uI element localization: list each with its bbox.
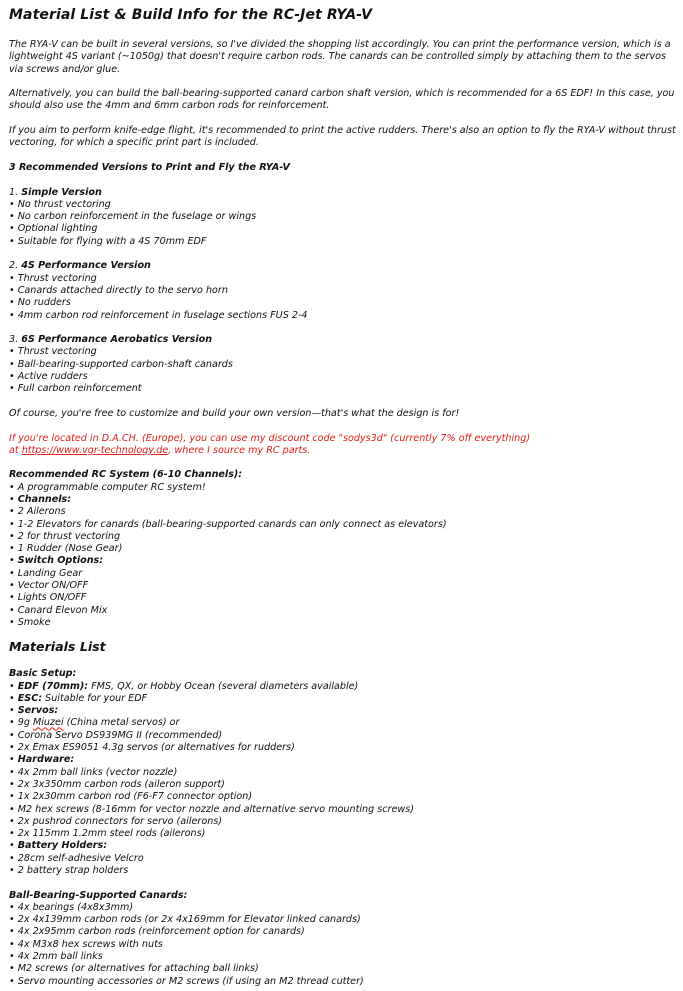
vgr-technology-link[interactable]: https://www.vgr-technology.de — [21, 444, 169, 456]
list-item-text: Servo mounting accessories or M2 screws (if using an M2 thread cutter) — [17, 975, 364, 987]
version-block-2 — [9, 260, 677, 321]
canards-heading: Ball-Bearing-Supported Canards: — [9, 889, 188, 901]
bullet-icon: • — [9, 580, 15, 592]
list-item — [9, 840, 677, 852]
bullet-icon: • — [9, 346, 15, 358]
bullet-icon: • — [9, 383, 15, 395]
bullet-icon: • — [9, 840, 15, 852]
basic-setup-section — [9, 668, 677, 877]
list-item-text: 4x 2mm ball links (vector nozzle) — [17, 766, 178, 778]
bullet-icon: • — [9, 297, 15, 309]
list-item-text: 2x Emax ES9051 4.3g servos (or alternatives for rudders) — [17, 742, 295, 754]
intro-paragraph-2: Alternatively, you can build the ball-bearing-supported canard carbon shaft version, which is recommended for a 6S EDF! In this case, you should also use the 4mm and 6mm carbon rods for reinforcement. — [9, 88, 675, 112]
list-item: • Canards attached directly to the servo horn — [9, 284, 228, 296]
list-item-text: 2x 115mm 1.2mm steel rods (ailerons) — [17, 828, 206, 840]
bullet-icon: • — [9, 592, 15, 604]
bullet-icon: • — [9, 493, 15, 505]
list-item — [9, 865, 677, 877]
list-item-text: FMS, QX, or Hobby Ocean (several diameters available) — [88, 680, 359, 692]
list-item: • Thrust vectoring — [9, 272, 97, 284]
list-item-text: 2x 4x139mm carbon rods (or 2x 4x169mm for Elevator linked canards) — [17, 914, 361, 926]
custom-note: Of course, you're free to customize and build your own version—that's what the design is for! — [9, 407, 460, 419]
bullet-icon: • — [9, 951, 15, 963]
list-item — [9, 791, 677, 803]
bullet-icon: • — [9, 865, 15, 876]
bullet-icon: • — [9, 506, 15, 518]
document-body — [9, 6, 677, 988]
list-item-text: 1 Rudder (Nose Gear) — [17, 543, 123, 555]
list-item — [9, 779, 677, 791]
list-item — [9, 804, 677, 816]
list-item — [9, 816, 677, 828]
list-item: • Suitable for flying with a 4S 70mm EDF — [9, 235, 207, 247]
list-item — [9, 742, 677, 754]
version-number: 3. — [9, 334, 19, 346]
version-number: 2. — [9, 260, 19, 272]
materials-heading: Materials List — [9, 639, 106, 655]
version-title — [9, 260, 677, 272]
list-item-text: 1-2 Elevators for canards (ball-bearing-supported canards can only connect as elevators) — [17, 518, 447, 530]
list-item-text: Switch Options: — [17, 555, 104, 567]
list-item — [9, 592, 677, 604]
list-item: • Thrust vectoring — [9, 346, 97, 358]
bullet-icon: • — [9, 518, 15, 530]
list-item — [9, 951, 677, 963]
list-item: • Optional lighting — [9, 223, 98, 235]
bullet-icon: • — [9, 272, 15, 284]
bullet-icon: • — [9, 358, 15, 370]
bullet-icon: • — [9, 211, 15, 223]
discount-line: If you're located in D.A.CH. (Europe), you can use my discount code "sodys3d" (currently 7% off everything) — [9, 432, 531, 444]
list-item-text: 4x bearings (4x8x3mm) — [17, 901, 134, 913]
version-block-1 — [9, 187, 677, 248]
list-item-text: Lights ON/OFF — [17, 592, 87, 604]
list-item-text: Smoke — [17, 616, 51, 628]
bullet-icon: • — [9, 926, 15, 938]
canards-section — [9, 890, 677, 988]
list-item-text: Canard Elevon Mix — [17, 604, 108, 616]
list-item-text: Corona Servo DS939MG II (recommended) — [17, 729, 223, 741]
list-item-text: Landing Gear — [17, 567, 83, 579]
basic-setup-list — [9, 681, 677, 878]
list-item — [9, 717, 677, 729]
list-item-text: 1x 2x30mm carbon rod (F6-F7 connector option) — [17, 791, 253, 803]
list-item-text: M2 screws (or alternatives for attaching ball links) — [17, 963, 259, 975]
bullet-icon: • — [9, 235, 15, 247]
bullet-icon: • — [9, 309, 15, 321]
version-name: 6S Performance Aerobatics Version — [21, 334, 213, 346]
list-item — [9, 531, 677, 543]
list-item — [9, 914, 677, 926]
list-item-text: (China metal servos) or — [63, 717, 180, 729]
bullet-icon: • — [9, 803, 15, 815]
list-item: • Active rudders — [9, 371, 88, 383]
basic-setup-heading: Basic Setup: — [9, 668, 77, 680]
list-item: • No thrust vectoring — [9, 198, 111, 210]
list-item: • No carbon reinforcement in the fuselage or wings — [9, 211, 257, 223]
list-item — [9, 754, 677, 766]
list-item — [9, 617, 677, 629]
item-label: ESC: — [17, 692, 43, 704]
list-item: • No rudders — [9, 297, 71, 309]
bullet-icon: • — [9, 938, 15, 950]
list-item-text: 28cm self-adhesive Velcro — [17, 852, 144, 864]
list-item-text: 2x pushrod connectors for servo (ailerons) — [17, 815, 223, 827]
list-item-text: 2 Ailerons — [17, 506, 66, 518]
bullet-icon: • — [9, 778, 15, 790]
version-title — [9, 187, 677, 199]
version-number: 1. — [9, 186, 19, 198]
bullet-icon: • — [9, 680, 15, 692]
list-item — [9, 580, 677, 592]
misspelled-word: Miuzei — [32, 717, 64, 729]
list-item — [9, 543, 677, 555]
version-name: 4S Performance Version — [21, 260, 151, 272]
list-item — [9, 939, 677, 951]
list-item — [9, 482, 677, 494]
list-item — [9, 693, 677, 705]
list-item — [9, 853, 677, 865]
version-name: Simple Version — [21, 186, 102, 198]
list-item — [9, 767, 677, 779]
list-item — [9, 976, 677, 988]
page-title: Material List & Build Info for the RC-Jet RYA-V — [9, 7, 373, 23]
list-item — [9, 555, 677, 567]
list-item-text: Vector ON/OFF — [17, 580, 89, 592]
list-item — [9, 519, 677, 531]
bullet-icon: • — [9, 604, 15, 616]
bullet-icon: • — [9, 815, 15, 827]
bullet-icon: • — [9, 284, 15, 296]
bullet-icon: • — [9, 975, 15, 987]
bullet-icon: • — [9, 567, 15, 579]
list-item — [9, 568, 677, 580]
list-item-text: 2x 3x350mm carbon rods (aileron support) — [17, 778, 225, 790]
intro-paragraph-3: If you aim to perform knife-edge flight, it's recommended to print the active rudders. There's also an option to fly the RYA-V without thrust vectoring, for which a specific print part is included. — [9, 125, 676, 149]
intro-paragraph-1: The RYA-V can be built in several versions, so I've divided the shopping list accordingly. You can print the performance version, which is a lightweight 4S variant (~1050g) that doesn't require carbon rods. The canards can be controlled simply by attaching them to the servos via screws and/or glue. — [9, 39, 671, 75]
list-item-text: 4x 2x95mm carbon rods (reinforcement option for canards) — [17, 926, 305, 938]
bullet-icon: • — [9, 754, 15, 766]
list-item-text: 2 for thrust vectoring — [17, 530, 121, 542]
version-title — [9, 334, 677, 346]
bullet-icon: • — [9, 616, 15, 628]
list-item: • Full carbon reinforcement — [9, 383, 142, 395]
list-item — [9, 926, 677, 938]
list-item-text: Suitable for your EDF — [42, 692, 148, 704]
bullet-icon: • — [9, 852, 15, 864]
bullet-icon: • — [9, 530, 15, 542]
item-label: Servos: — [17, 705, 59, 717]
bullet-icon: • — [9, 371, 15, 383]
canards-list — [9, 902, 677, 988]
list-item: • 4mm carbon rod reinforcement in fuselage sections FUS 2-4 — [9, 309, 308, 321]
bullet-icon: • — [9, 963, 15, 975]
bullet-icon: • — [9, 901, 15, 913]
list-item: • Ball-bearing-supported carbon-shaft canards — [9, 358, 233, 370]
bullet-icon: • — [9, 481, 15, 493]
list-item-text: 4x M3x8 hex screws with nuts — [17, 938, 163, 950]
list-item-text: A programmable computer RC system! — [17, 481, 206, 493]
bullet-icon: • — [9, 742, 15, 754]
bullet-icon: • — [9, 692, 15, 704]
rc-system-section — [9, 469, 677, 629]
bullet-icon: • — [9, 223, 15, 235]
item-label: Hardware: — [17, 754, 75, 766]
discount-link-line: at https://www.vgr-technology.de, where I source my RC parts. — [9, 444, 311, 456]
list-item — [9, 730, 677, 742]
bullet-icon: • — [9, 791, 15, 803]
list-item — [9, 828, 677, 840]
list-item-text: M2 hex screws (8-16mm for vector nozzle and alternative servo mounting screws) — [17, 803, 414, 815]
list-item — [9, 705, 677, 717]
bullet-icon: • — [9, 555, 15, 567]
list-item-text: 9g — [17, 717, 33, 729]
bullet-icon: • — [9, 543, 15, 555]
versions-heading: 3 Recommended Versions to Print and Fly the RYA-V — [9, 161, 290, 173]
list-item — [9, 605, 677, 617]
bullet-icon: • — [9, 914, 15, 926]
list-item-text: 2 battery strap holders — [17, 865, 129, 876]
rc-system-heading: Recommended RC System (6-10 Channels): — [9, 469, 243, 481]
discount-note — [9, 433, 677, 458]
list-item — [9, 494, 677, 506]
bullet-icon: • — [9, 717, 15, 729]
list-item-text: Channels: — [17, 493, 72, 505]
list-item — [9, 681, 677, 693]
item-label: EDF (70mm): — [17, 680, 89, 692]
bullet-icon: • — [9, 705, 15, 717]
bullet-icon: • — [9, 828, 15, 840]
list-item-text: 4x 2mm ball links — [17, 951, 103, 963]
bullet-icon: • — [9, 729, 15, 741]
item-label: Battery Holders: — [17, 840, 108, 852]
bullet-icon: • — [9, 766, 15, 778]
list-item — [9, 506, 677, 518]
list-item — [9, 963, 677, 975]
version-block-3 — [9, 334, 677, 395]
list-item — [9, 902, 677, 914]
rc-system-list — [9, 482, 677, 630]
bullet-icon: • — [9, 198, 15, 210]
